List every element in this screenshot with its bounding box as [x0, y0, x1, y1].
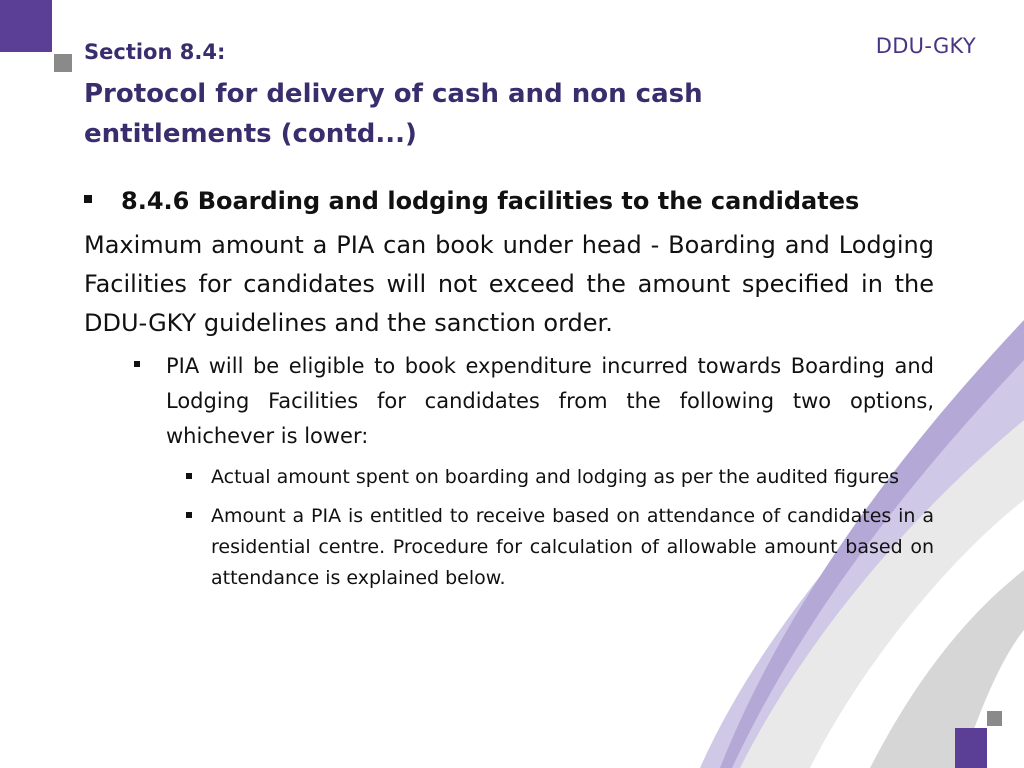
square-bullet-icon	[134, 361, 140, 367]
brand-label: DDU-GKY	[875, 34, 976, 58]
slide-title: Protocol for delivery of cash and non cash entitlements (contd...)	[84, 79, 703, 149]
level3-bullet-text: Actual amount spent on boarding and lodging as per the audited figures	[211, 466, 900, 488]
level3-bullet-row	[186, 462, 934, 493]
level3-bullet-row	[186, 501, 934, 594]
square-bullet-icon	[84, 195, 92, 203]
section-label: Section 8.4:	[84, 40, 226, 64]
heading-bullet-row	[84, 182, 934, 220]
slide-content	[84, 182, 934, 594]
level2-bullet-row	[134, 349, 934, 454]
square-bullet-icon	[186, 512, 192, 518]
level2-bullet-text: PIA will be eligible to book expenditure incurred towards Boarding and Lodging Facilities for candidates from the following two options, whichever is lower:	[166, 354, 934, 448]
corner-square-purple-top	[0, 0, 52, 52]
corner-square-purple-bottom	[955, 728, 987, 768]
body-paragraph: Maximum amount a PIA can book under head - Boarding and Lodging Facilities for candidates will not exceed the amount specified in the DDU-GKY guidelines and the sanction order.	[84, 231, 934, 337]
corner-square-gray-top	[54, 54, 72, 72]
square-bullet-icon	[186, 473, 192, 479]
level3-bullet-text: Amount a PIA is entitled to receive based on attendance of candidates in a residential centre. Procedure for calculation of allowable amount based on attendance is explained below.	[211, 505, 934, 589]
section-heading: 8.4.6 Boarding and lodging facilities to the candidates	[121, 187, 860, 215]
corner-square-gray-bottom	[987, 711, 1002, 726]
